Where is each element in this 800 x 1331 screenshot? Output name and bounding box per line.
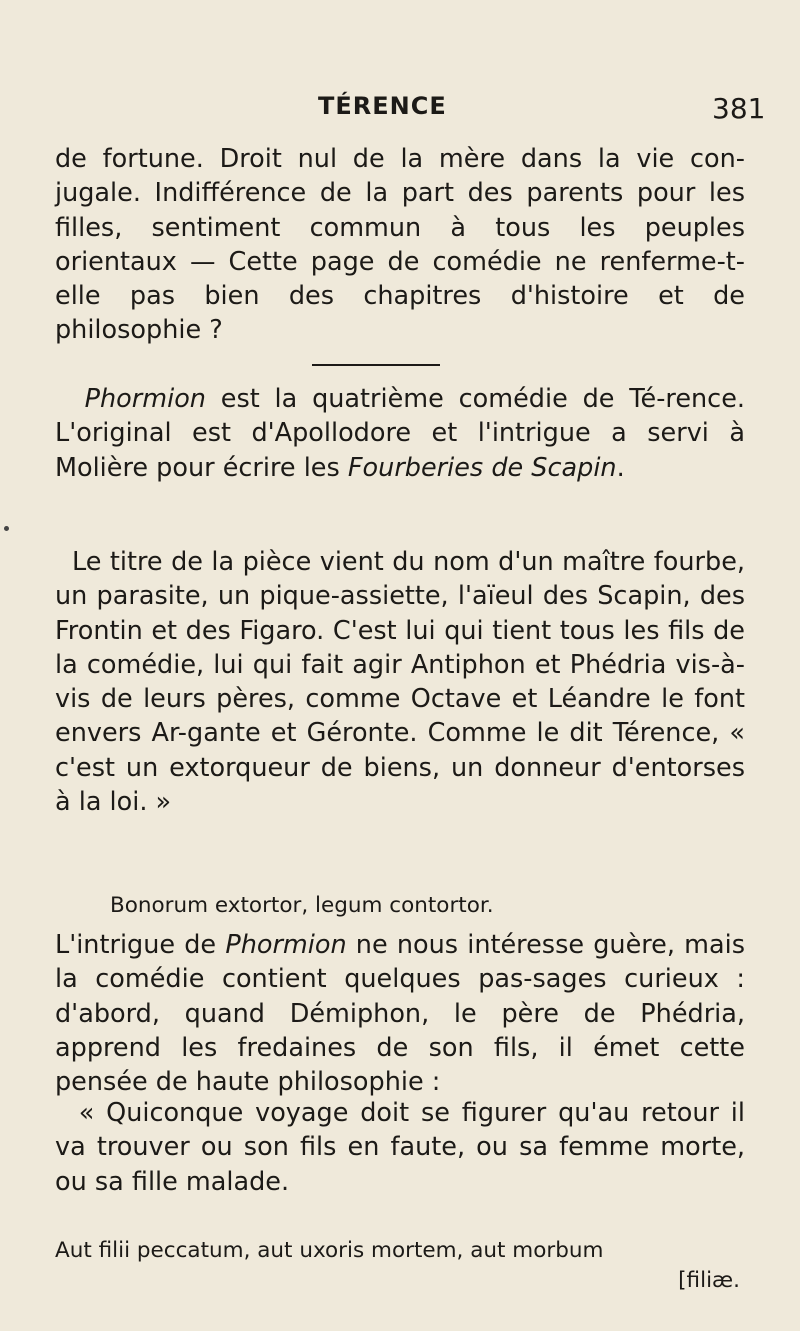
paragraph-4-part-b: ne nous intéresse guère, mais la comédie contient quelques pas-sages curieux : d'abord, quand Démiphon, le père de Phédria, apprend les fredaines de son fils, il émet cette pensée de haute philosophie :: [55, 930, 745, 1098]
play-title-phormion-2: Phormion: [225, 930, 347, 960]
paragraph-2-text: [55, 382, 745, 485]
paragraph-1: [55, 142, 745, 348]
paragraph-5: [55, 1096, 745, 1199]
running-title: TÉRENCE: [318, 92, 447, 120]
paragraph-2-part-b: .: [616, 452, 625, 483]
latin-verse-line-1: Aut filii peccatum, aut uxoris mortem, aut morbum: [55, 1238, 604, 1263]
paragraph-2: [55, 382, 745, 485]
running-head: [0, 92, 800, 132]
margin-mark: [4, 526, 9, 531]
paragraph-4: [55, 928, 745, 1099]
page-number: 381: [712, 92, 766, 125]
paragraph-1-text: de fortune. Droit nul de la mère dans la vie con-jugale. Indifférence de la part des parents pour les filles, sentiment commun à tous les peuples orientaux — Cette page de comédie ne renferme-t-elle pas bien des chapitres d'histoire et de philosophie ?: [55, 144, 745, 346]
latin-quote: Bonorum extortor, legum contortor.: [110, 893, 494, 918]
work-title-fourberies: Fourberies de Scapin: [347, 452, 617, 483]
paragraph-3-text: [55, 545, 745, 819]
paragraph-5-text: [55, 1096, 745, 1199]
paragraph-3: [55, 545, 745, 819]
paragraph-4-text: [55, 928, 745, 1099]
section-divider: [312, 364, 440, 366]
latin-verse-line-2: [filiæ.: [678, 1268, 740, 1293]
play-title-phormion: Phormion: [84, 384, 206, 414]
latin-verse: [55, 1236, 745, 1296]
paragraph-3-content: Le titre de la pièce vient du nom d'un maître fourbe, un parasite, un pique-assiette, l'aïeul des Scapin, des Frontin et des Figaro. C'est lui qui tient tous les fils de la comédie, lui qui fait agir Antiphon et Phédria vis-à-vis de leurs pères, comme Octave et Léandre le font envers Ar-gante et Géronte. Comme le dit Térence, « c'est un extorqueur de biens, un donneur d'entorses à la loi. »: [55, 547, 745, 818]
paragraph-4-part-a: L'intrigue de: [55, 930, 226, 960]
paragraph-5-content: « Quiconque voyage doit se figurer qu'au retour il va trouver ou son fils en faute, ou sa femme morte, ou sa fille malade.: [55, 1098, 745, 1197]
paragraph-2-part-a: est la quatrième comédie de Té-rence. L'original est d'Apollodore et l'intrigue a servi à Molière pour écrire les: [55, 384, 745, 483]
